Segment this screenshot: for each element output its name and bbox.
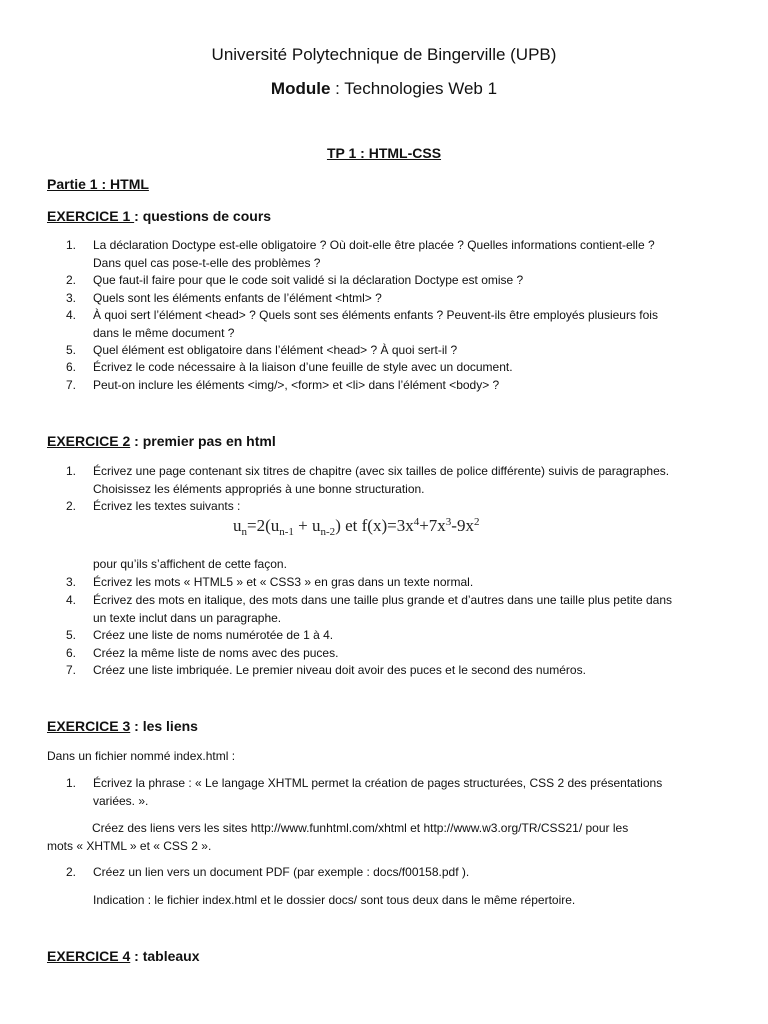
exercice-4-heading: EXERCICE 4 : tableaux: [47, 948, 200, 964]
ex3-links-paragraph: Créez des liens vers les sites http://www.funhtml.com/xhtml et http://www.w3.org/TR/CSS21/ pour les mots « XHTML » et « CSS 2 ».: [47, 821, 629, 853]
module-label: Module: [270, 79, 331, 98]
ex3-indication: Indication : le fichier index.html et le dossier docs/ sont tous deux dans le même répertoire.: [93, 893, 576, 907]
exercice-1-heading: EXERCICE 1 : questions de cours: [47, 208, 272, 224]
partie-1-heading: Partie 1 : HTML: [47, 176, 149, 192]
tp-title: TP 1 : HTML-CSS: [326, 145, 442, 161]
exercice-2-heading: EXERCICE 2 : premier pas en html: [47, 433, 276, 449]
ex3-intro: Dans un fichier nommé index.html :: [47, 749, 236, 763]
university-title: Université Polytechnique de Bingerville (UPB): [211, 45, 557, 64]
math-formula: $u_n=2(u_{n-1} + u_{n-2})$ et $f(x)=3x^4+7x^3-9x^2$: [233, 516, 480, 538]
document-page: Université Polytechnique de Bingerville (UPB) Module : Technologies Web 1 TP 1 : HTML-CSS Partie 1 : HTML EXERCICE 1 : questions de cours 1. La déclaration Doctype est-elle obligatoire ? Où doit-elle être placée ? Quelles informations contient-elle ? Dans quel cas pose-t-elle des problèmes ? 2. Que faut-il faire pour que le code soit validé si la déclaration Doctype est omise ? 3. Quels sont les éléments enfants de l’élément <html> ? 4. À quoi sert l’élément <head> ? Quels sont ses éléments enfants ? Peuvent-ils être employés plusieurs fois dans le même document ? 5. Quel élément est obligatoire dans l’élément <head> ? À quoi sert-il ? 6. Écrivez le code nécessaire à la liaison d’une feuille de style avec un document. 7. Peut-on inclure les éléments <img/>, <form> et <li> dans l’élément <body> ? EXERCICE 2 : premier pas en html 1. Écrivez une page contenant six titres de chapitre (avec six tailles de police différente) suivis de paragraphes. Choisissez les éléments appropriés à une bonne structuration. 2. Écrivez les textes suivants : $u_n=2(u_{n-1} + u_{n-2})$ et $f(x)=3x^4+7x^3-9x^2$ pour qu’ils s’affichent de cette façon. 3. Écrivez les mots « HTML5 » et « CSS3 » en gras dans un texte normal. 4. Écrivez des mots en italique, des mots dans une taille plus grande et d’autres dans une taille plus petite dans un texte inclut dans un paragraphe. 5. Créez une liste de noms numérotée de 1 à 4. 6. Créez la même liste de noms avec des puces. 7. Créez une liste imbriquée. Le premier niveau doit avoir des puces et le second des numéros. EXERCICE 3 : les liens Dans un fichier nommé index.html : 1. Écrivez la phrase : « Le langage XHTML permet la création de pages structurées, CSS 2 des présentations variées. ». Créez des liens vers les sites http://www.funhtml.com/xhtml et http://www.w3.org/TR/CSS21/ pour les mots « XHTML » et « CSS 2 ». 2. Créez un lien vers un document PDF (par exemple : docs/f00158.pdf ). Indication : le fichier index.html et le dossier docs/ sont tous deux dans le même répertoire. EXERCICE 4 : tableaux: [0, 0, 768, 1024]
exercice-3-heading: EXERCICE 3 : les liens: [47, 718, 198, 734]
module-title: [0, 79, 768, 99]
module-value: : Technologies Web 1: [330, 79, 498, 98]
